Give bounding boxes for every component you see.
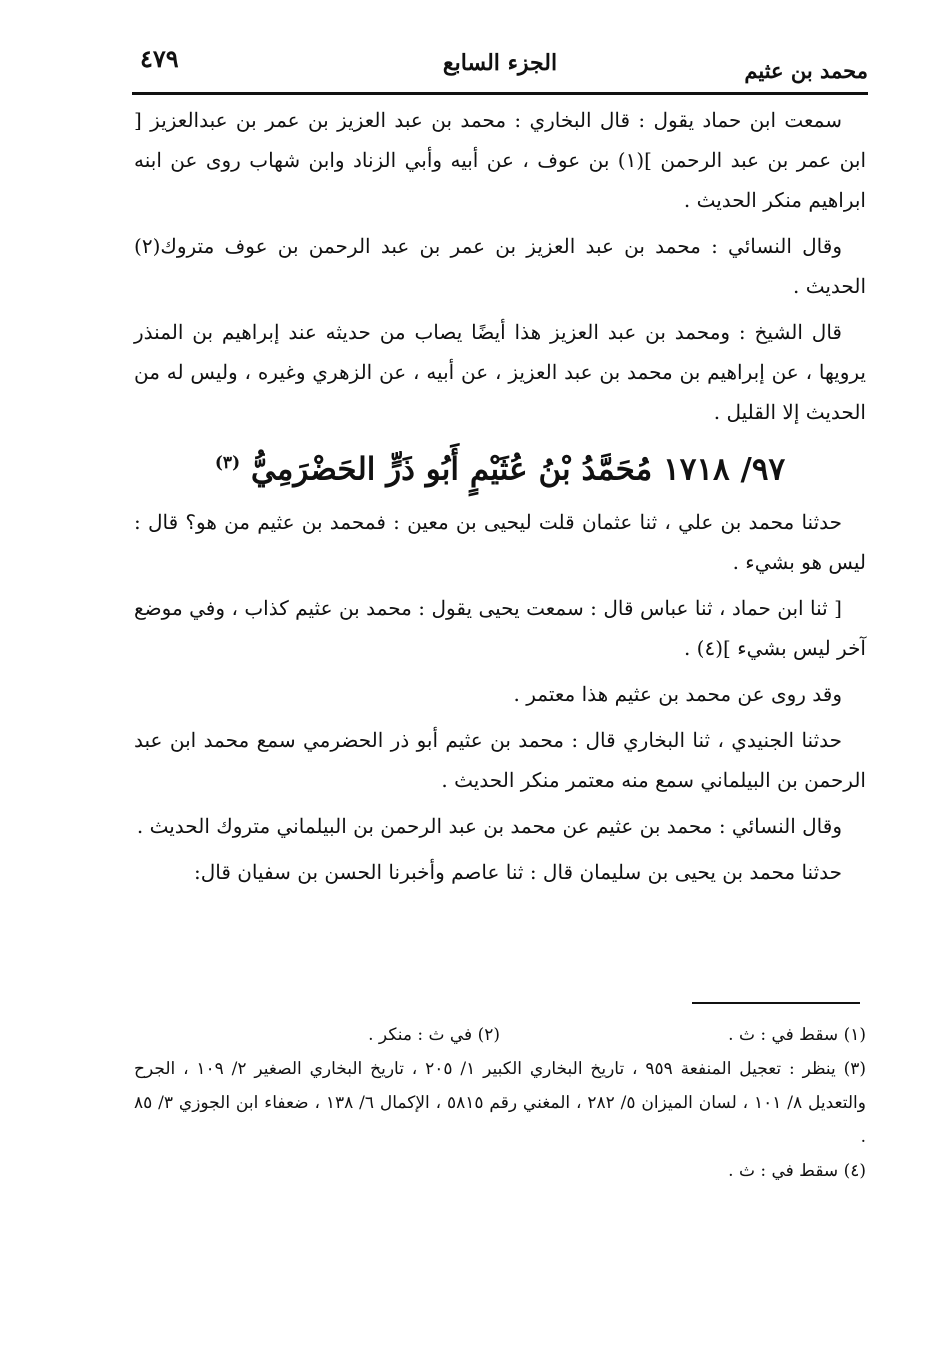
paragraph-nasai-second-quote: وقال النسائي : محمد بن عثيم عن محمد بن عبد الرحمن بن البيلماني متروك الحديث . (136, 814, 842, 839)
entry-heading-footnote-ref: (٣) (214, 453, 241, 473)
paragraph-ibn-main-quote: حدثنا محمد بن علي ، ثنا عثمان قلت ليحيى بن معين : فمحمد بن عثيم من هو؟ قال : ليس هو بشيء . (134, 510, 866, 575)
footnote-4: (٤) سقط في : ث . (728, 1161, 866, 1181)
footnotes (134, 1018, 866, 1188)
header-rule (132, 92, 868, 95)
paragraph-abbas-quote: [ ثنا ابن حماد ، ثنا عباس قال : سمعت يحيى يقول : محمد بن عثيم كذاب ، وفي موضع آخر ليس بشيء ](٤) . (134, 596, 866, 661)
page-number: ٤٧٩ (140, 44, 179, 73)
paragraph-isnad-start: حدثنا محمد بن يحيى بن سليمان قال : ثنا عاصم وأخبرنا الحسن بن سفيان قال: (193, 860, 842, 885)
footnote-2: (٢) في ث : منكر . (368, 1025, 500, 1045)
running-head: محمد بن عثيم (744, 58, 868, 83)
volume-label: الجزء السابع (442, 50, 558, 76)
paragraph-bukhari-quote: سمعت ابن حماد يقول : قال البخاري : محمد بن عبد العزيز بن عمر بن عبدالعزيز [ ابن عمر بن عبد الرحمن ](١) بن عوف ، عن أبيه وأبي الزناد وابن شهاب روى عن ابنه ابراهيم منكر الحديث . (134, 108, 866, 212)
paragraph-mutamir-note: وقد روى عن محمد بن عثيم هذا معتمر . (513, 682, 842, 707)
footnote-row (134, 1018, 866, 1052)
footnote-1: (١) سقط في : ث . (728, 1025, 866, 1045)
paragraph-shaykh-comment: قال الشيخ : ومحمد بن عبد العزيز هذا أيضًا يصاب من حديثه عند إبراهيم بن المنذر يرويها ، عن إبراهيم بن محمد بن عبد العزيز ، عن أبيه ، عن الزهري وغيره ، وليس له من الحديث إلا القليل . (134, 320, 866, 424)
paragraph-junaydi-quote: حدثنا الجنيدي ، ثنا البخاري قال : محمد بن عثيم أبو ذر الحضرمي سمع محمد ابن عبد الرحمن بن البيلماني سمع منه معتمر منكر الحديث . (134, 728, 866, 793)
paragraph-nasai-quote: وقال النسائي : محمد بن عبد العزيز بن عمر بن عبد الرحمن بن عوف متروك(٢) الحديث . (134, 234, 866, 298)
entry-heading (134, 438, 866, 494)
footnote-3: (٣) ينظر : تعجيل المنفعة ٩٥٩ ، تاريخ البخاري الكبير ١/ ٢٠٥ ، تاريخ البخاري الصغير ٢/ ١٠٩ ، الجرح والتعديل ٨/ ١٠١ ، لسان الميزان ٥/ ٢٨٢ ، المغني رقم ٥٨١٥ ، الإكمال ٦/ ١٣٨ ، ضعفاء ابن الجوزي ٣/ ٨٥ . (134, 1059, 867, 1147)
page-header (132, 40, 868, 92)
main-text (134, 100, 866, 898)
entry-heading-text: ٩٧/ ١٧١٨ مُحَمَّدُ بْنُ عُثَيْمٍ أَبُو ذَرٍّ الحَضْرَمِيُّ (250, 451, 786, 488)
footnote-rule (692, 1002, 860, 1004)
